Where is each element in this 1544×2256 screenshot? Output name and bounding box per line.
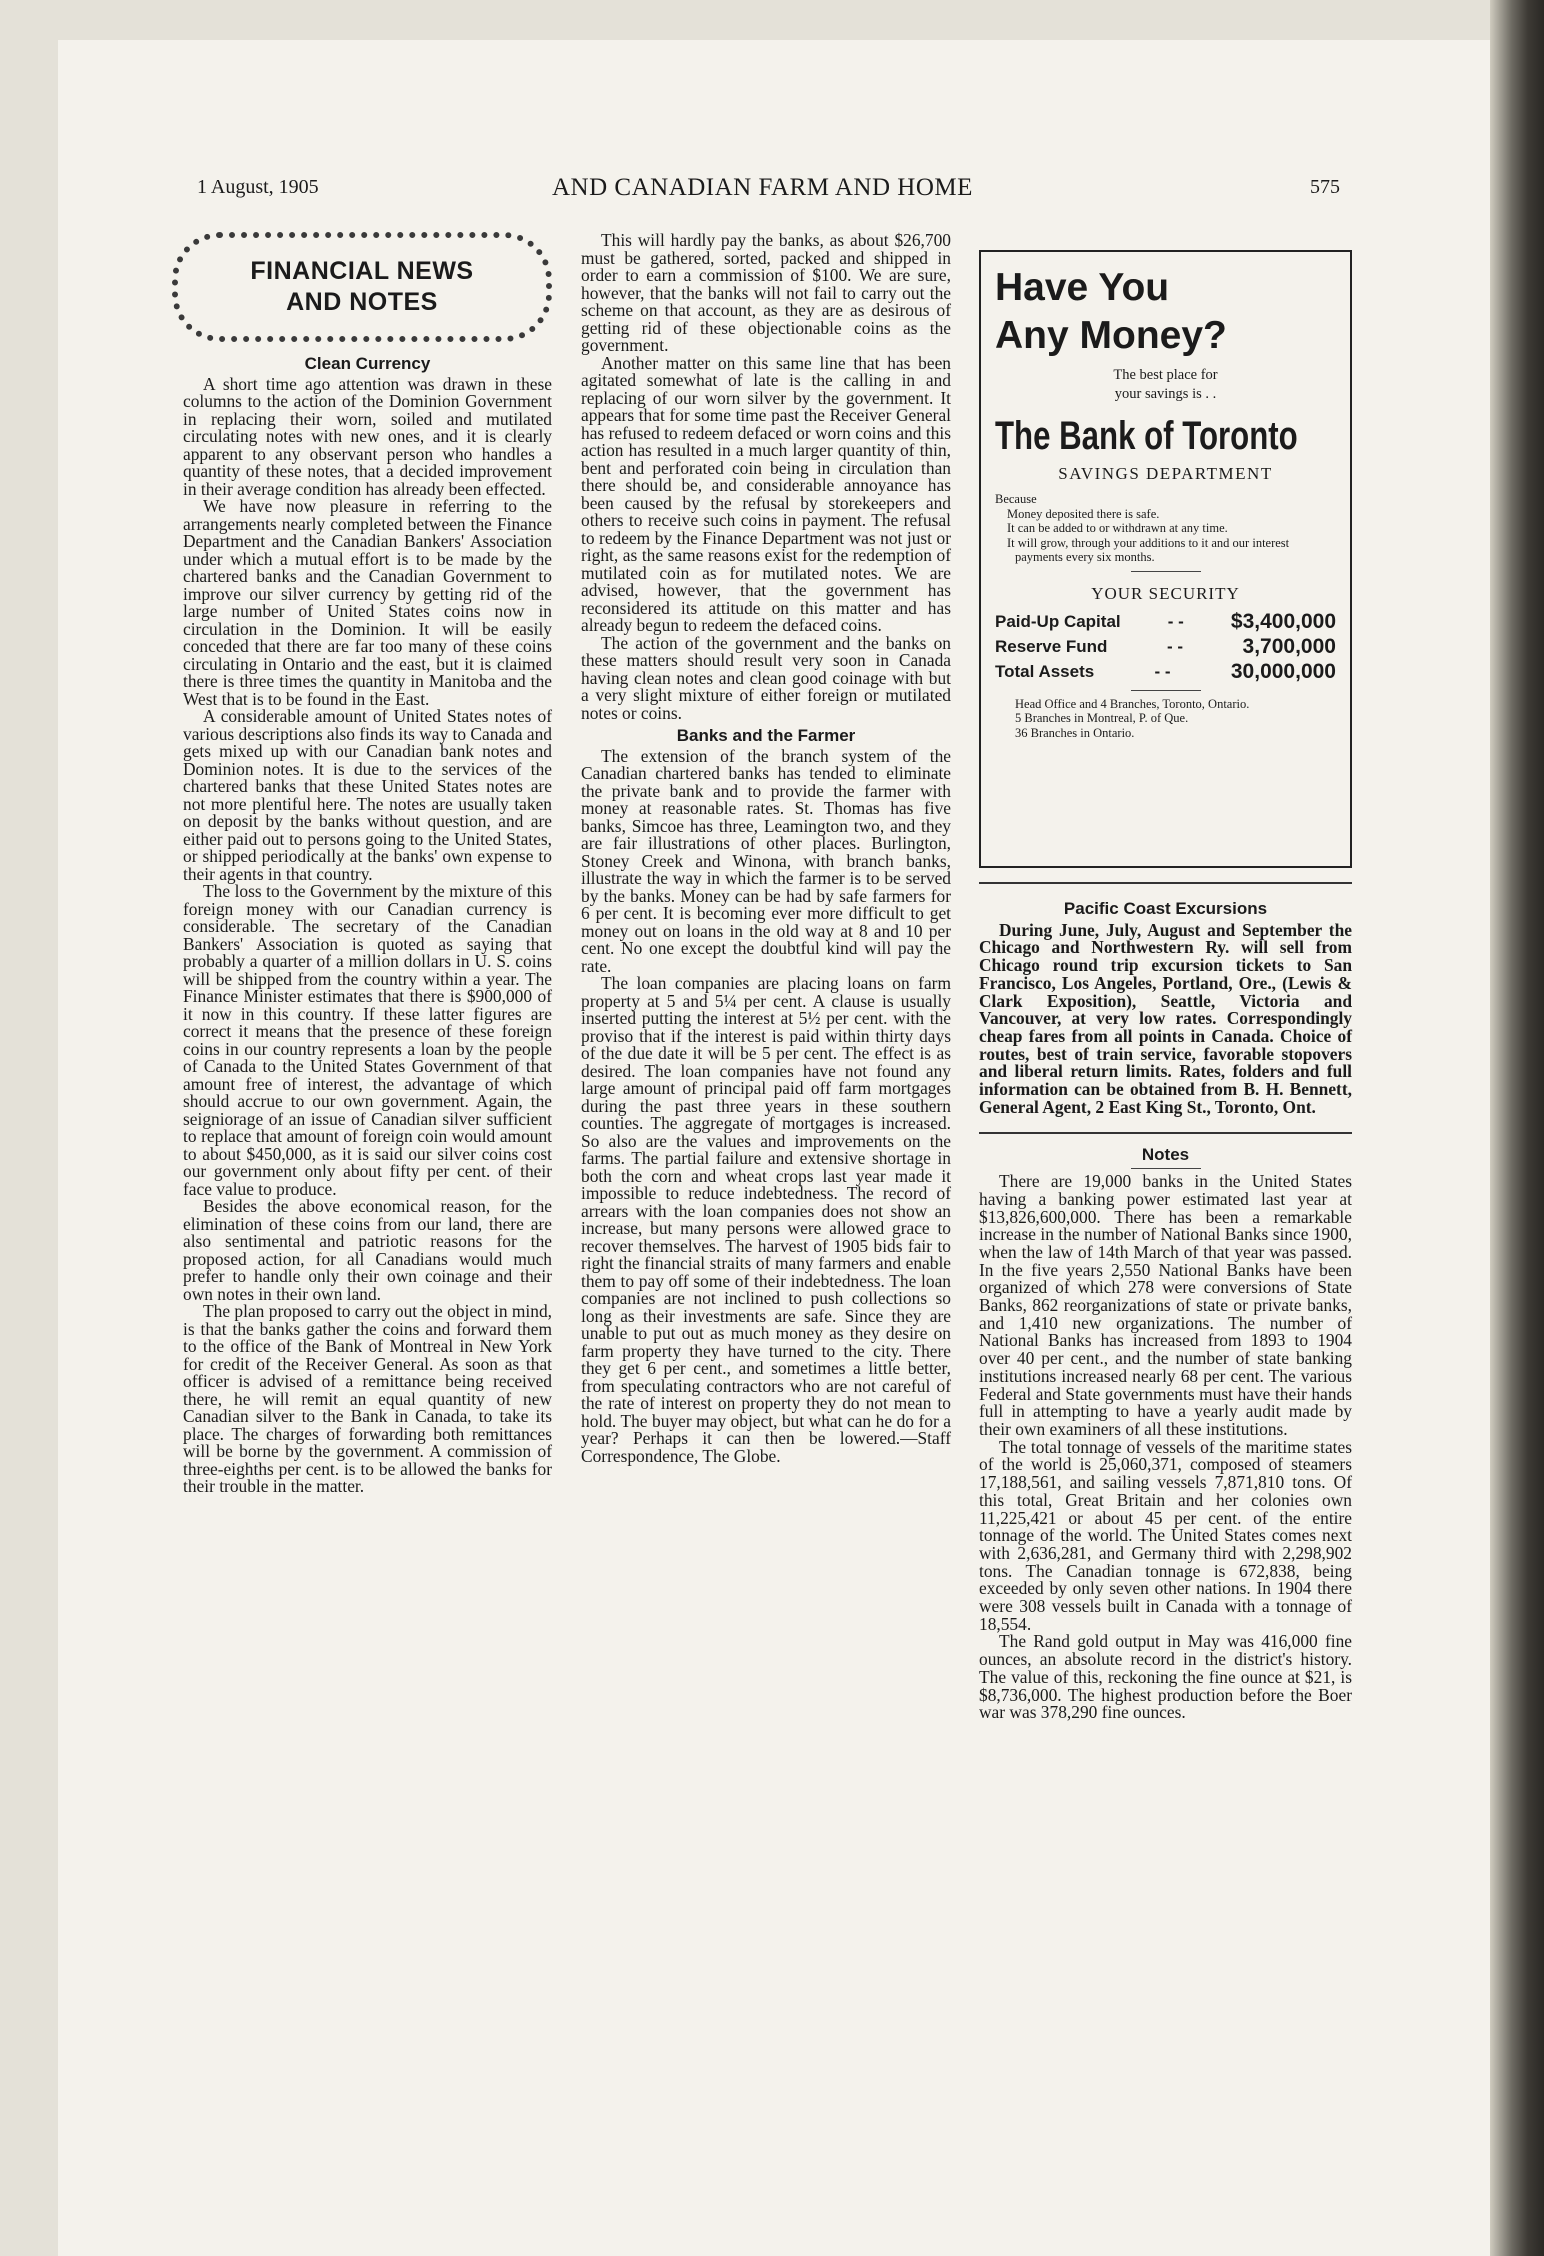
security-dash: - - (1166, 636, 1184, 656)
security-heading: YOUR SECURITY (1091, 583, 1240, 603)
ad-headline-1: Have You (995, 266, 1170, 309)
branch-info: 36 Branches in Ontario. (1015, 725, 1135, 740)
reason-item: It can be added to or withdrawn at any time. (1007, 521, 1228, 535)
security-label: Total Assets (995, 661, 1095, 681)
paragraph: A short time ago attention was drawn in these columns to the action of the Dominion Government in replacing their worn, soiled and mutilated circulating notes with new ones, and it is clearly apparent to any observant person who handles a quantity of these notes, that a decided improvement in their average condition has already been effected. (183, 373, 552, 499)
security-dash: - - (1154, 661, 1171, 681)
page-number: 575 (1310, 176, 1340, 198)
paragraph: The loan companies are placing loans on farm property at 5 and 5¼ per cent. A clause is usually inserted putting the interest at 5½ per cent. with the proviso that if the interest is paid within thirty days of the due date it will be 5 per cent. The effect is as desired. The loan companies have not found any large amount of principal paid off farm mortgages during the past three years in these southern counties. The aggregate of mortgages is increased. So also are the values and improvements on the farms. The partial failure and extensive shortage in both the corn and wheat crops last year made it impossible to reduce indebtedness. The record of arrears with the loan companies does not show an increase, but many persons were allowed grace to recover themselves. The harvest of 1905 bids fair to right the financial straits of many farmers and enable them to pay off some of their indebtedness. The loan companies are not inclined to push collections so long as their investments are safe. Since they are unable to put out as much money as they desire on farm property they have turned to the city. There they get 6 per cent., and sometimes a little better, from speculating contractors who are not careful of the rate of interest on property they do not mean to hold. The buyer may object, but what can he do for a year? Perhaps it can then be lowered.—Staff Correspondence, The Globe. (581, 973, 951, 1466)
reason-item: It will grow, through your additions to it and our interest payments every six months. (1007, 535, 1290, 564)
security-label: Reserve Fund (995, 636, 1108, 656)
paragraph: This will hardly pay the banks, as about $26,700 must be gathered, sorted, packed and shipped in order to earn a commission of $100. We are sure, however, that the banks will not fail to carry out the scheme on that account, as they are as desirous of getting rid of these objectionable coins as the government. (581, 230, 951, 355)
security-row (995, 609, 1336, 634)
because-label: Because (995, 492, 1037, 506)
paragraph: The extension of the branch system of the Canadian chartered banks has tended to eliminate the private bank and to provide the farmer with money at reasonable rates. St. Thomas has five banks, Simcoe has three, Leamington two, and they are fair illustrations of other places. Burlington, Stoney Creek and Winona, with branch banks, illustrate the way in which the farmer is to be served by the banks. Money can be had by safe farmers for 6 per cent. It is becoming ever more difficult to get money out on loans in the old way at 8 and 10 per cent. No one except the doubtful kind will pay the rate. (581, 745, 951, 976)
paragraph: We have now pleasure in referring to the arrangements nearly completed between the Finance Department and the Canadian Bankers' Association under which a mutual effort is to be made by the chartered banks and the Canadian Government to improve our silver currency by getting rid of the large number of United States coins now in circulation in the Dominion. It will be easily conceded that there are far too many of these coins circulating in Ontario and the east, but it is claimed there is three times the quantity in Manitoba and the West that is to be found in the East. (183, 496, 552, 709)
pacific-coast-notice (979, 919, 1352, 1117)
column-2 (581, 232, 951, 1465)
security-row (995, 634, 1336, 659)
pacific-coast-heading: Pacific Coast Excursions (1063, 899, 1268, 918)
paragraph: The plan proposed to carry out the object in mind, is that the banks gather the coins and forward them to the office of the Bank of Montreal in New York for credit of the Receiver General. As soon as that officer is advised of a remittance being received there, he will remit an equal quantity of new Canadian silver to the Bank in Canada, to take its place. The charges of forwarding both remittances will be borne by the government. A commission of three-eighths per cent. is to be allowed the banks for their trouble in the matter. (183, 1301, 552, 1496)
bank-name: The Bank of Toronto (995, 414, 1298, 458)
divider (1131, 571, 1201, 572)
notes-heading: Notes (1141, 1145, 1190, 1165)
masthead-line-1: FINANCIAL NEWS (250, 257, 474, 285)
column-1 (183, 350, 552, 1496)
paragraph: There are 19,000 banks in the United States having a banking power estimated last year at $13,826,600,000. There has been a remarkable increase in the number of National Banks since 1900, when the law of 14th March of that year was passed. In the five years 2,550 National Banks have been organized of which 278 were conversions of State Banks, 862 reorganizations of state or private banks, and 1,410 new organizations. The number of National Banks has increased from 1893 to 1904 over 40 per cent., and the number of state banking institutions increased nearly 68 per cent. The various Federal and State governments must have their hands full in attempting to have a yearly audit made by their own examiners of all these institutions. (979, 1171, 1352, 1439)
paragraph: The total tonnage of vessels of the maritime states of the world is 25,060,371, composed of steamers 17,188,561, and sailing vessels 7,871,810 tons. Of this total, Great Britain and her colonies own 11,225,421 or about 45 per cent. of the entire tonnage of the world. The United States comes next with 2,636,281, and Germany third with 2,298,902 tons. The Canadian tonnage is 672,838, being exceeded by only seven other nations. In 1904 there were 308 vessels built in Canada with a tonnage of 18,554. (979, 1436, 1352, 1634)
bank-of-toronto-advertisement (979, 250, 1352, 868)
paragraph: The Rand gold output in May was 416,000 fine ounces, an absolute record in the district's history. The value of this, reckoning the fine ounce at $21, is $8,736,000. The highest production before the Boer war was 378,290 fine ounces. (979, 1631, 1352, 1723)
security-label: Paid-Up Capital (995, 611, 1121, 631)
security-dash: - - (1167, 611, 1184, 631)
security-value: $3,400,000 (1230, 609, 1336, 633)
paragraph: During June, July, August and September the Chicago and Northwestern Ry. will sell from Chicago round trip excursion tickets to San Francisco, Los Angeles, Portland, Ore., (Lewis & Clark Exposition), Seattle, Victoria and Vancouver, at very low rates. Correspondingly cheap fares from all points in Canada. Choice of routes, best of train service, favorable stopovers and liberal return limits. Rates, folders and full information can be obtained from B. H. Bennett, General Agent, 2 East King St., Toronto, Ont. (979, 919, 1352, 1117)
issue-date: 1 August, 1905 (197, 176, 319, 198)
section-rule (979, 1132, 1352, 1134)
section-rule (979, 882, 1352, 884)
divider (1131, 1168, 1201, 1169)
ad-subtitle (995, 366, 1336, 404)
security-value: 30,000,000 (1230, 659, 1336, 683)
clean-currency-heading: Clean Currency (304, 354, 431, 373)
reason-item: Money deposited there is safe. (1007, 506, 1160, 521)
paragraph: Another matter on this same line that has been agitated somewhat of late is the calling in and replacing of our worn silver by the government. It appears that for some time past the Receiver General has refused to redeem defaced or worn coins and this action has resulted in a much larger quantity of thin, bent and perforated coin being in circulation than there should be, and considerable annoyance has been caused by the refusal by storekeepers and others to receive such coins in payment. The refusal to redeem by the Finance Department was not just or right, as the same reasons exist for the redemption of mutilated coin as for mutilated notes. We are advised, however, that the government has reconsidered its attitude on this matter and has already begun to redeem the defaced coins. (581, 352, 951, 635)
ad-headline-2: Any Money? (995, 314, 1227, 357)
ad-subtitle-line: your savings is . . (1114, 386, 1217, 402)
divider (1131, 690, 1201, 691)
paragraph: Besides the above economical reason, for the elimination of these coins from our land, there are also sentimental and patriotic reasons for the proposed action, for all Canadians would much prefer to handle only their own coinage and their own notes in their own land. (183, 1196, 552, 1304)
paragraph: The loss to the Government by the mixture of this foreign money with our Canadian currency is considerable. The secretary of the Canadian Bankers' Association is quoted as saying that probably a quarter of a million dollars in U. S. coins will be shipped from the country within a year. The Finance Minister estimates that there is $900,000 of it now in this country. If these latter figures are correct it means that the presence of these foreign coins in our country represents a loan by the people of Canada to the United States Government of that amount free of interest, the advantage of which should accrue to our own government. Again, the seigniorage of an issue of Canadian silver sufficient to replace that amount of foreign coin would amount to about $450,000, as it is said our silver coins cost our government only about fifty per cent. of their face value to produce. (183, 881, 552, 1199)
financial-news-masthead (172, 232, 552, 342)
publication-title: AND CANADIAN FARM AND HOME (552, 174, 973, 201)
paragraph: The action of the government and the banks on these matters should result very soon in Canada having clean notes and clean good coinage with but a very slight mixture of either foreign or mutilated notes or coins. (581, 632, 951, 723)
paragraph: A considerable amount of United States notes of various descriptions also finds its way to Canada and gets mixed up with our Canadian bank notes and Dominion notes. It is due to the services of the chartered banks that these United States notes are not more plentiful here. The notes are usually taken on deposit by the banks without question, and are either paid out to persons going to the United States, or shipped periodically at the banks' own expense to their agents in that country. (183, 706, 552, 884)
security-row (995, 659, 1336, 684)
book-binding (1490, 0, 1544, 2256)
savings-department: SAVINGS DEPARTMENT (1058, 464, 1273, 483)
security-value: 3,700,000 (1242, 634, 1336, 658)
ad-subtitle-line: The best place for (1113, 367, 1218, 383)
branch-info: 5 Branches in Montreal, P. of Que. (1015, 711, 1189, 725)
column-3 (979, 896, 1352, 1722)
masthead-line-2: AND NOTES (286, 288, 438, 316)
branch-info: Head Office and 4 Branches, Toronto, Ontario. (1015, 696, 1250, 711)
banks-and-farmer-heading: Banks and the Farmer (676, 726, 856, 745)
